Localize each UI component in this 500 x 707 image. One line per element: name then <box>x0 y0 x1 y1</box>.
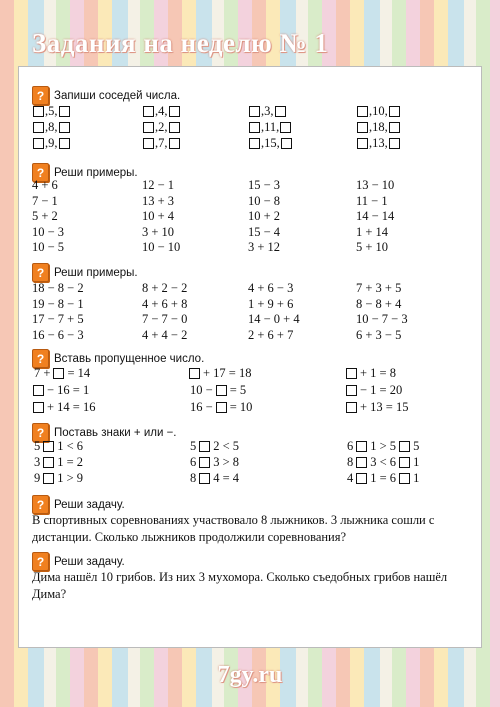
task5-text: 1 > 9 <box>57 471 84 485</box>
answer-box[interactable] <box>143 122 154 133</box>
example-item: 16 − 6 − 3 <box>32 327 84 342</box>
comma: , <box>54 104 58 118</box>
answer-box[interactable] <box>199 473 210 484</box>
answer-box[interactable] <box>169 106 180 117</box>
task5-text: 3 > 8 <box>213 455 240 469</box>
comma: , <box>164 120 168 134</box>
answer-box[interactable] <box>59 138 70 149</box>
neighbor-value: 10 <box>372 104 385 118</box>
answer-box[interactable] <box>275 106 286 117</box>
question-icon: ? <box>32 86 49 105</box>
example-item: 13 + 3 <box>142 193 175 208</box>
answer-box[interactable] <box>33 385 44 396</box>
answer-box[interactable] <box>143 106 154 117</box>
answer-box[interactable] <box>399 441 410 452</box>
neighbor-item <box>248 104 287 119</box>
task5-text: 1 < 6 <box>57 439 84 453</box>
neighbor-item <box>32 104 71 119</box>
neighbor-item <box>142 136 181 151</box>
example-item: 10 − 3 <box>32 224 65 239</box>
task4-item <box>345 383 404 398</box>
answer-box[interactable] <box>346 385 357 396</box>
task4-text: + 13 = 15 <box>360 400 409 414</box>
comma: , <box>276 136 280 150</box>
neighbor-value: 11 <box>264 120 277 134</box>
example-item: 10 − 7 − 3 <box>356 312 408 326</box>
example-item: 11 − 1 <box>356 193 388 208</box>
answer-box[interactable] <box>249 106 260 117</box>
neighbor-number: , <box>261 120 265 134</box>
task5-item <box>32 471 85 486</box>
neighbor-number: , <box>369 104 373 118</box>
example-item: 6 + 3 − 5 <box>356 327 402 342</box>
example-item: 7 − 1 <box>32 193 58 208</box>
neighbor-value: 2 <box>158 120 165 134</box>
example-item: 3 + 10 <box>142 224 175 239</box>
task5-text: 4 = 4 <box>213 471 240 485</box>
task5-item <box>345 471 421 486</box>
answer-box[interactable] <box>249 138 260 149</box>
task5-text: 5 <box>190 439 197 453</box>
task5-text: 1 = 2 <box>57 455 84 469</box>
neighbor-item <box>356 136 401 151</box>
answer-box[interactable] <box>356 457 367 468</box>
task7-heading-text: Реши задачу. <box>54 555 125 568</box>
neighbor-value: 3 <box>264 104 271 118</box>
task4-item <box>32 383 91 398</box>
task5-text: 1 = 6 <box>370 471 397 485</box>
answer-box[interactable] <box>59 122 70 133</box>
answer-box[interactable] <box>356 441 367 452</box>
question-icon: ? <box>32 163 49 182</box>
task4-item <box>345 400 410 415</box>
comma: , <box>164 104 168 118</box>
answer-box[interactable] <box>216 385 227 396</box>
neighbor-item <box>142 104 181 119</box>
task5-text: 8 <box>190 471 197 485</box>
task3-heading <box>32 263 138 282</box>
example-item: 15 − 4 <box>248 224 281 239</box>
example-item: 7 − 7 − 0 <box>142 312 188 326</box>
task4-text: − 16 = 1 <box>47 383 90 397</box>
answer-box[interactable] <box>357 138 368 149</box>
example-item: 7 + 3 + 5 <box>356 281 402 295</box>
task5-text: 1 <box>413 471 420 485</box>
answer-box[interactable] <box>280 122 291 133</box>
task6-text: В спортивных соревнованиях участвовало 8 лыжников. 3 лыжника сошли с дистанции. Сколько лыжников продолжили соревнования? <box>32 513 435 544</box>
question-icon: ? <box>32 552 49 571</box>
example-item: 4 + 4 − 2 <box>142 327 188 342</box>
example-item: 18 − 8 − 2 <box>32 281 84 295</box>
comma: , <box>384 104 388 118</box>
comma: , <box>54 136 58 150</box>
task5-text: 1 <box>413 455 420 469</box>
example-item: 15 − 3 <box>248 178 281 192</box>
answer-box[interactable] <box>169 122 180 133</box>
neighbor-value: 8 <box>48 120 55 134</box>
task5-text: 9 <box>34 471 41 485</box>
task4-item <box>188 400 254 415</box>
task5-item <box>32 439 85 454</box>
neighbor-number: , <box>261 104 265 118</box>
example-item: 2 + 6 + 7 <box>248 327 294 342</box>
task2-heading-text: Реши примеры. <box>54 166 138 179</box>
task5-heading-text: Поставь знаки + или −. <box>54 426 177 439</box>
neighbor-value: 7 <box>158 136 165 150</box>
task4-text: = 5 <box>229 383 247 397</box>
neighbor-item <box>142 120 181 135</box>
task4-item <box>345 366 398 381</box>
neighbor-number: , <box>261 136 265 150</box>
neighbor-number: , <box>45 136 49 150</box>
task6-heading-text: Реши задачу. <box>54 498 125 511</box>
example-item: 17 − 7 + 5 <box>32 312 84 326</box>
comma: , <box>164 136 168 150</box>
task5-text: 4 <box>347 471 354 485</box>
question-icon: ? <box>32 263 49 282</box>
example-item: 4 + 6 <box>32 178 58 192</box>
answer-box[interactable] <box>199 457 210 468</box>
task1-heading-text: Запиши соседей числа. <box>54 89 181 102</box>
example-item: 14 − 14 <box>356 209 395 223</box>
neighbor-value: 4 <box>158 104 165 118</box>
answer-box[interactable] <box>59 106 70 117</box>
example-item: 10 − 10 <box>142 240 181 254</box>
question-icon: ? <box>32 423 49 442</box>
task4-text: = 14 <box>67 366 91 380</box>
answer-box[interactable] <box>33 122 44 133</box>
neighbor-item <box>356 104 401 119</box>
task4-text: + 1 = 8 <box>360 366 396 380</box>
answer-box[interactable] <box>33 106 44 117</box>
task5-text: 1 > 5 <box>370 439 397 453</box>
task5-text: 6 <box>190 455 197 469</box>
answer-box[interactable] <box>199 441 210 452</box>
task5-item <box>188 439 241 454</box>
task5-text: 8 <box>347 455 354 469</box>
neighbor-value: 15 <box>264 136 277 150</box>
neighbor-number: , <box>369 136 373 150</box>
comma: , <box>270 104 274 118</box>
task1-heading <box>32 86 180 105</box>
task4-item <box>188 383 248 398</box>
answer-box[interactable] <box>357 122 368 133</box>
task5-item <box>345 455 421 470</box>
task3-heading-text: Реши примеры. <box>54 266 138 279</box>
neighbor-item <box>248 120 292 135</box>
answer-box[interactable] <box>399 457 410 468</box>
example-item: 4 + 6 + 8 <box>142 296 188 311</box>
example-item: 4 + 6 − 3 <box>248 281 294 295</box>
neighbor-value: 5 <box>48 104 55 118</box>
task4-text: = 10 <box>229 400 253 414</box>
answer-box[interactable] <box>143 138 154 149</box>
answer-box[interactable] <box>346 402 357 413</box>
example-item: 5 + 2 <box>32 209 58 223</box>
example-item: 19 − 8 − 1 <box>32 296 84 311</box>
answer-box[interactable] <box>389 122 400 133</box>
task5-text: 5 <box>34 439 41 453</box>
site-logo: 7gy.ru <box>217 662 283 688</box>
neighbor-item <box>356 120 401 135</box>
task5-text: 2 < 5 <box>213 439 240 453</box>
question-icon: ? <box>32 495 49 514</box>
task5-text: 5 <box>413 439 420 453</box>
task4-text: + 14 = 16 <box>47 400 96 414</box>
neighbor-value: 13 <box>372 136 385 150</box>
example-item: 1 + 9 + 6 <box>248 296 294 311</box>
example-item: 12 − 1 <box>142 178 175 192</box>
task7-text: Дима нашёл 10 грибов. Из них 3 мухомора. Сколько съедобных грибов нашёл Дима? <box>32 570 448 601</box>
answer-box[interactable] <box>189 368 200 379</box>
example-item: 10 + 4 <box>142 209 175 223</box>
example-item: 10 − 5 <box>32 240 65 254</box>
comma: , <box>276 120 280 134</box>
example-item: 13 − 10 <box>356 178 395 192</box>
answer-box[interactable] <box>43 473 54 484</box>
neighbor-number: , <box>155 136 159 150</box>
task4-text: 10 − <box>190 383 213 397</box>
question-icon: ? <box>32 349 49 368</box>
answer-box[interactable] <box>53 368 64 379</box>
answer-box[interactable] <box>43 441 54 452</box>
neighbor-value: 9 <box>48 136 55 150</box>
answer-box[interactable] <box>357 106 368 117</box>
task5-text: 3 < 6 <box>370 455 397 469</box>
answer-box[interactable] <box>249 122 260 133</box>
task4-item <box>32 400 97 415</box>
answer-box[interactable] <box>281 138 292 149</box>
neighbor-value: 18 <box>372 120 385 134</box>
task5-item <box>188 471 241 486</box>
example-item: 8 − 8 + 4 <box>356 296 402 311</box>
task5-item <box>345 439 421 454</box>
answer-box[interactable] <box>389 106 400 117</box>
example-item: 10 − 8 <box>248 193 281 208</box>
answer-box[interactable] <box>43 457 54 468</box>
task5-item <box>32 455 85 470</box>
answer-box[interactable] <box>346 368 357 379</box>
neighbor-item <box>32 136 71 151</box>
comma: , <box>384 136 388 150</box>
task5-text: 6 <box>347 439 354 453</box>
comma: , <box>384 120 388 134</box>
neighbor-number: , <box>45 120 49 134</box>
neighbor-number: , <box>155 104 159 118</box>
answer-box[interactable] <box>399 473 410 484</box>
answer-box[interactable] <box>356 473 367 484</box>
answer-box[interactable] <box>33 138 44 149</box>
task4-text: − 1 = 20 <box>360 383 403 397</box>
task4-text: + 17 = 18 <box>203 366 252 380</box>
task5-text: 3 <box>34 455 41 469</box>
task4-heading-text: Вставь пропущенное число. <box>54 352 205 365</box>
example-item: 5 + 10 <box>356 240 389 254</box>
answer-box[interactable] <box>169 138 180 149</box>
example-item: 3 + 12 <box>248 240 281 254</box>
task4-text: 16 − <box>190 400 213 414</box>
task5-item <box>188 455 241 470</box>
neighbor-number: , <box>45 104 49 118</box>
answer-box[interactable] <box>389 138 400 149</box>
neighbor-item <box>248 136 293 151</box>
example-item: 1 + 14 <box>356 224 389 239</box>
neighbor-number: , <box>155 120 159 134</box>
example-item: 14 − 0 + 4 <box>248 312 300 326</box>
neighbor-item <box>32 120 71 135</box>
task4-text: 7 + <box>34 366 51 380</box>
example-item: 10 + 2 <box>248 209 281 223</box>
task4-item <box>188 366 253 381</box>
answer-box[interactable] <box>33 402 44 413</box>
neighbor-number: , <box>369 120 373 134</box>
comma: , <box>54 120 58 134</box>
answer-box[interactable] <box>216 402 227 413</box>
page-title: Задания на неделю № 1 <box>32 28 329 58</box>
example-item: 8 + 2 − 2 <box>142 281 188 295</box>
task4-item <box>32 366 92 381</box>
